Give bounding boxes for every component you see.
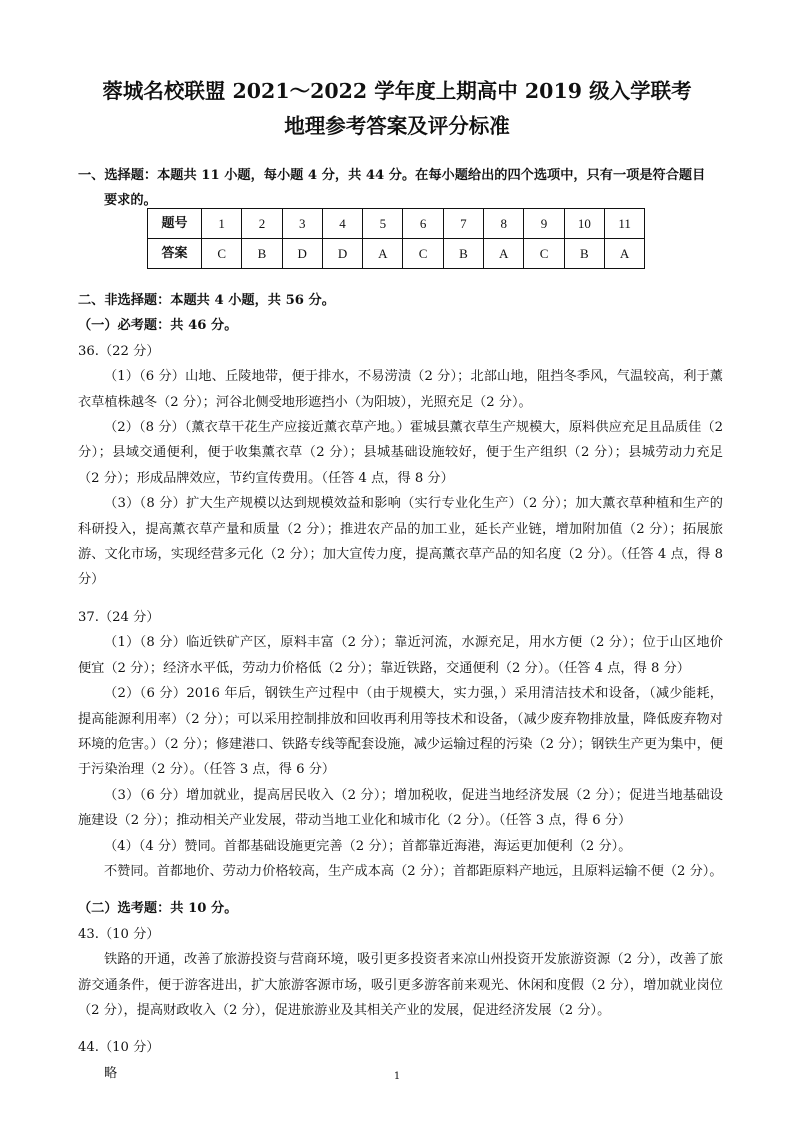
- q37-part4: （4）（4 分）赞同。首都基础设施更完善（2 分）；首都靠近海港，海运更加便利（2 分）。: [104, 838, 632, 854]
- q36-part3: （3）（8 分）扩大生产规模以达到规模效益和影响（实行专业化生产）（2 分）；加大薰衣草种植和生产的科研投入，提高薰衣草产量和质量（2 分）；推进农产品的加工业，延长产业链，增加附加值（2 分）；拓展旅游、文化市场，实现经营多元化（2 分）；加大宣传力度，提高薰衣草产品的知名度（2 分）。（任答 4 点，得 8 分）: [78, 496, 723, 588]
- answer-table: [147, 208, 645, 269]
- table-cell-number: 3: [282, 209, 322, 239]
- table-cell-answer: C: [524, 239, 564, 269]
- table-cell-number: 7: [443, 209, 483, 239]
- q37-label: 37.（24 分）: [78, 609, 160, 625]
- table-cell-answer: B: [564, 239, 604, 269]
- q37-part3: （3）（6 分）增加就业，提高居民收入（2 分）；增加税收，促进当地经济发展（2 分）；促进当地基础设施建设（2 分）；推动相关产业发展，带动当地工业化和城市化（2 分）。（任答 3 点，得 6 分）: [78, 787, 723, 829]
- table-cell-number: 6: [403, 209, 443, 239]
- section-2-body: [78, 288, 723, 1086]
- table-header-number: 题号: [148, 209, 202, 239]
- section-1-heading: [78, 163, 728, 214]
- q44-label: 44.（10 分）: [78, 1040, 160, 1056]
- table-cell-answer: C: [403, 239, 443, 269]
- section-1-heading-line2: 要求的。: [104, 193, 157, 209]
- elective-questions-heading: （二）选考题：共 10 分。: [78, 901, 238, 917]
- table-cell-number: 5: [363, 209, 403, 239]
- q36-label: 36.（22 分）: [78, 343, 160, 359]
- table-cell-number: 1: [202, 209, 242, 239]
- q37-part2: （2）（6 分）2016 年后，钢铁生产过程中（由于规模大，实力强，）采用清洁技术和设备，（减少能耗，提高能源利用率）（2 分）；可以采用控制排放和回收再利用等技术和设备，（减少废弃物排放量，降低废弃物对环境的危害。）（2 分）；修建港口、铁路专线等配套设施，减少运输过程的污染（2 分）；钢铁生产更为集中，便于污染治理（2 分）。（任答 3 点，得 6 分）: [78, 686, 723, 778]
- q36-part2: （2）（8 分）（薰衣草干花生产应接近薰衣草产地。）霍城县薰衣草生产规模大，原料供应充足且品质佳（2 分）；县域交通便利，便于收集薰衣草（2 分）；县城基础设施较好，便于生产组织（2 分）；县城劳动力充足（2 分）；形成品牌效应，节约宣传费用。（任答 4 点，得 8 分）: [78, 420, 723, 486]
- table-cell-number: 10: [564, 209, 604, 239]
- q37-part4-alt: 不赞同。首都地价、劳动力价格较高，生产成本高（2 分）；首都距原料产地远，且原料运输不便（2 分）。: [104, 863, 723, 879]
- table-cell-answer: B: [443, 239, 483, 269]
- document-title: 蓉城名校联盟 2021～2022 学年度上期高中 2019 级入学联考: [102, 79, 692, 103]
- table-cell-answer: D: [322, 239, 362, 269]
- table-cell-number: 11: [604, 209, 644, 239]
- q36-part1: （1）（6 分）山地、丘陵地带，便于排水，不易涝渍（2 分）；北部山地，阻挡冬季风，气温较高，利于薰衣草植株越冬（2 分）；河谷北侧受地形遮挡小（为阳坡），光照充足（2 分）。: [78, 369, 723, 410]
- section-2-heading: 二、非选择题：本题共 4 小题，共 56 分。: [78, 293, 335, 308]
- section-1-heading-line1: 一、选择题：本题共 11 小题，每小题 4 分，共 44 分。在每小题给出的四个选项中，只有一项是符合题目: [78, 168, 706, 183]
- table-cell-number: 9: [524, 209, 564, 239]
- q37-part1: （1）（8 分）临近铁矿产区，原料丰富（2 分）；靠近河流，水源充足，用水方便（2 分）；位于山区地价便宜（2 分）；经济水平低，劳动力价格低（2 分）；靠近铁路，交通便利（2 分）。（任答 4 点，得 8 分）: [78, 635, 723, 676]
- table-header-answer: 答案: [148, 239, 202, 269]
- table-cell-number: 4: [322, 209, 362, 239]
- table-cell-answer: C: [202, 239, 242, 269]
- answer-table-answer-row: [148, 239, 645, 269]
- table-cell-answer: D: [282, 239, 322, 269]
- document-subtitle: 地理参考答案及评分标准: [284, 114, 510, 138]
- page-number: 1: [393, 1071, 401, 1082]
- q44-answer: 略: [104, 1065, 118, 1081]
- table-cell-answer: A: [484, 239, 524, 269]
- q43-answer: 铁路的开通，改善了旅游投资与营商环境，吸引更多投资者来凉山州投资开发旅游资源（2 分），改善了旅游交通条件，便于游客进出，扩大旅游客源市场，吸引更多游客前来观光、休闲和度假（2 分），增加就业岗位（2 分），提高财政收入（2 分），促进旅游业及其相关产业的发展，促进经济发展（2 分）。: [78, 952, 723, 1018]
- required-questions-heading: （一）必考题：共 46 分。: [78, 318, 238, 334]
- table-cell-answer: B: [242, 239, 282, 269]
- q43-label: 43.（10 分）: [78, 926, 160, 942]
- table-cell-number: 8: [484, 209, 524, 239]
- table-cell-number: 2: [242, 209, 282, 239]
- table-cell-answer: A: [604, 239, 644, 269]
- table-cell-answer: A: [363, 239, 403, 269]
- answer-table-number-row: [148, 209, 645, 239]
